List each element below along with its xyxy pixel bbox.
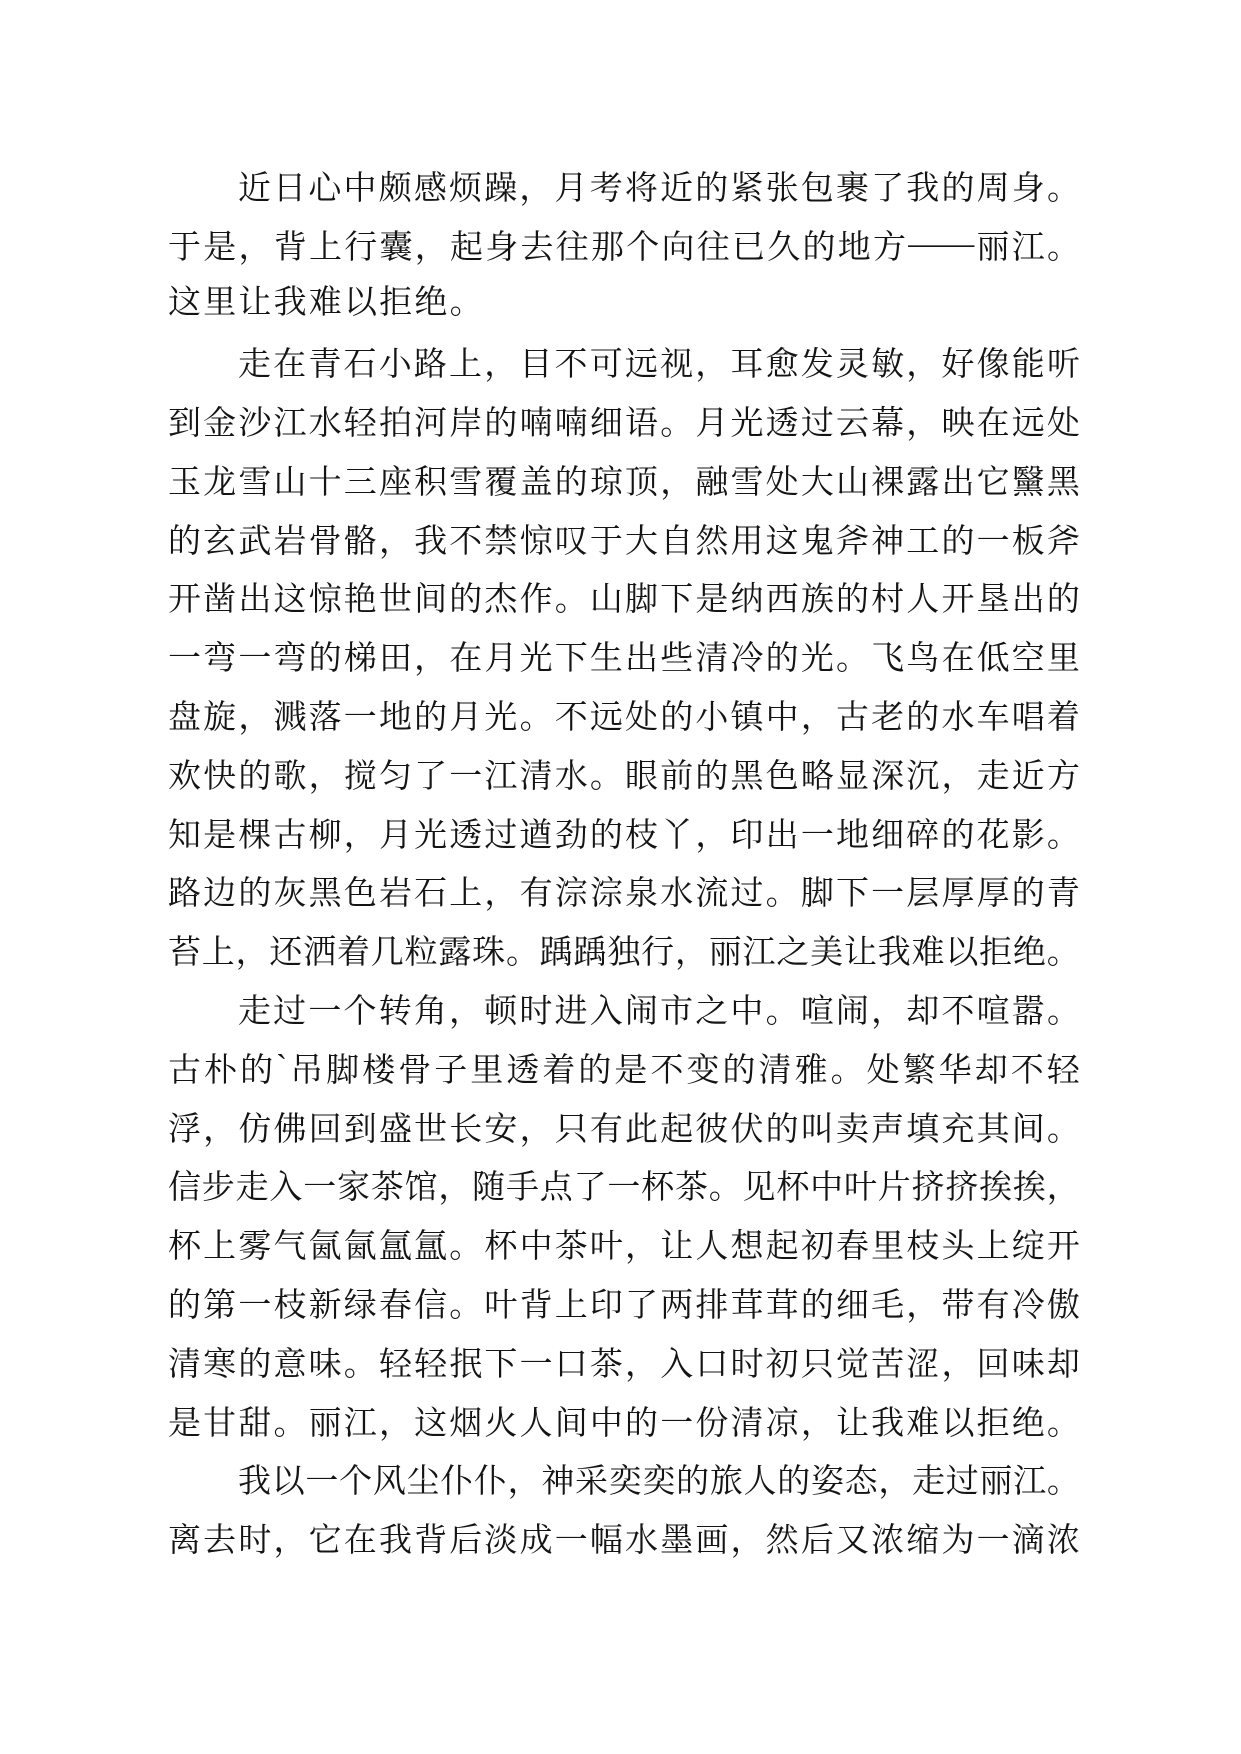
text-line: 欢 快 的 歌 ， 搅 匀 了 一 江 清 水 。 眼 前 的 黑 色 略 显 深 沉 ， 走 近 方 (168, 758, 1080, 795)
text-line: 于 是 ， 背 上 行 囊 ， 起 身 去 往 那 个 向 往 已 久 的 地 方 —— 丽 江 。 (168, 225, 1080, 266)
text-line: 我 以 一 个 风 尘 仆 仆 ， 神 采 奕 奕 的 旅 人 的 姿 态 ， 走 过 丽 江 。 (238, 1464, 1080, 1501)
text-line: 一 弯 一 弯 的 梯 田 ， 在 月 光 下 生 出 些 清 冷 的 光 。 飞 鸟 在 低 空 里 (168, 641, 1080, 678)
text-line: 走 在 青 石 小 路 上 ， 目 不 可 远 视 ， 耳 愈 发 灵 敏 ， 好 像 能 听 (238, 347, 1080, 384)
text-line: 到 金 沙 江 水 轻 拍 河 岸 的 喃 喃 细 语 。 月 光 透 过 云 幕 ， 映 在 远 处 (168, 406, 1080, 443)
text-line: 是 甘 甜 。 丽 江 ， 这 烟 火 人 间 中 的 一 份 清 凉 ， 让 我 难 以 拒 绝 。 (168, 1405, 1080, 1442)
text-line: 近 日 心 中 颇 感 烦 躁 ， 月 考 将 近 的 紧 张 包 裹 了 我 的 周 身 。 (238, 170, 1080, 207)
essay-text-column (168, 156, 1080, 1567)
text-line: 的 玄 武 岩 骨 骼 ， 我 不 禁 惊 叹 于 大 自 然 用 这 鬼 斧 神 工 的 一 板 斧 (168, 523, 1080, 560)
text-line: 玉 龙 雪 山 十 三 座 积 雪 覆 盖 的 琼 顶 ， 融 雪 处 大 山 裸 露 出 它 黳 黑 (168, 464, 1080, 501)
text-line: 苔 上 ， 还 洒 着 几 粒 露 珠 。 踽 踽 独 行 ， 丽 江 之 美 让 我 难 以 拒 绝 。 (168, 935, 1080, 972)
text-line: 杯 上 雾 气 氤 氤 氲 氲 。 杯 中 茶 叶 ， 让 人 想 起 初 春 里 枝 头 上 绽 开 (168, 1229, 1080, 1266)
text-line: 清 寒 的 意 味 。 轻 轻 抿 下 一 口 茶 ， 入 口 时 初 只 觉 苦 涩 ， 回 味 却 (168, 1346, 1080, 1383)
text-line: 古 朴 的 ` 吊 脚 楼 骨 子 里 透 着 的 是 不 变 的 清 雅 。 处 繁 华 却 不 轻 (168, 1048, 1080, 1089)
text-line: 信 步 走 入 一 家 茶 馆 ， 随 手 点 了 一 杯 茶 。 见 杯 中 叶 片 挤 挤 挨 挨 ， (168, 1170, 1080, 1207)
text-line: 走 过 一 个 转 角 ， 顿 时 进 入 闹 市 之 中 。 喧 闹 ， 却 不 喧 嚣 。 (238, 994, 1080, 1031)
text-line: 知 是 棵 古 柳 ， 月 光 透 过 遒 劲 的 枝 丫 ， 印 出 一 地 细 碎 的 花 影 。 (168, 817, 1080, 854)
text-line: 开 凿 出 这 惊 艳 世 间 的 杰 作 。 山 脚 下 是 纳 西 族 的 村 人 开 垦 出 的 (168, 582, 1080, 619)
text-line: 这里让我难以拒绝。 (168, 284, 485, 321)
text-line: 的 第 一 枝 新 绿 春 信 。 叶 背 上 印 了 两 排 茸 茸 的 细 毛 ， 带 有 冷 傲 (168, 1288, 1080, 1325)
text-line: 离 去 时 ， 它 在 我 背 后 淡 成 一 幅 水 墨 画 ， 然 后 又 浓 缩 为 一 滴 浓 (168, 1523, 1080, 1560)
text-line: 浮 ， 仿 佛 回 到 盛 世 长 安 ， 只 有 此 起 彼 伏 的 叫 卖 声 填 充 其 间 。 (168, 1111, 1080, 1148)
text-line: 路 边 的 灰 黑 色 岩 石 上 ， 有 淙 淙 泉 水 流 过 。 脚 下 一 层 厚 厚 的 青 (168, 876, 1080, 913)
text-line: 盘 旋 ， 溅 落 一 地 的 月 光 。 不 远 处 的 小 镇 中 ， 古 老 的 水 车 唱 着 (168, 700, 1080, 737)
